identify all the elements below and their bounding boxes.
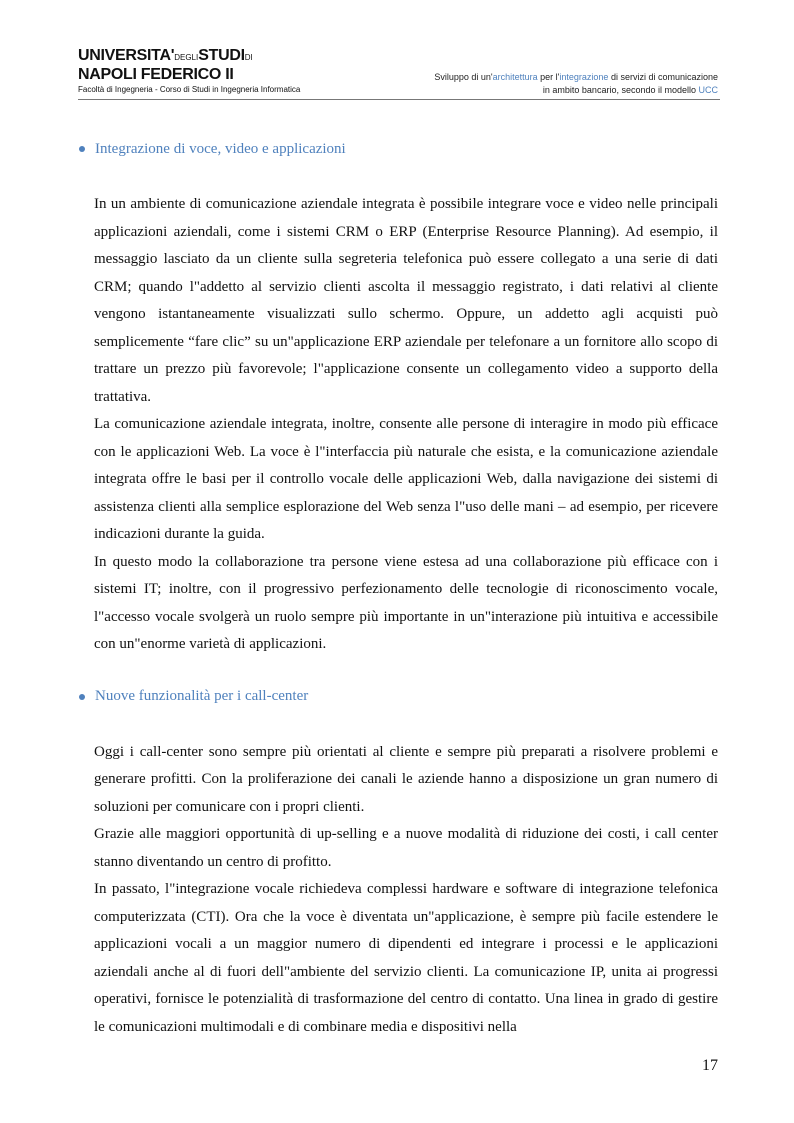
logo-line-university: UNIVERSITA'DEGLISTUDIDI <box>78 47 253 64</box>
paragraph: In un ambiente di comunicazione aziendale integrata è possibile integrare voce e video nelle principali applicazioni aziendali, come i sistemi CRM o ERP (Enterprise Resource Planning). Ad esempio, il messaggio lasciato da un cliente sulla segreteria telefonica può essere collegato a una serie di dati CRM; quando l"addetto al servizio clienti ascolta il messaggio registrato, i dati relativi al cliente vengono istantaneamente visualizzati sullo schermo. Oppure, un addetto agli acquisti può semplicemente “fare clic” su un"applicazione ERP aziendale per telefonare a un fornitore allo scopo di trattare un prezzo più favorevole; l"applicazione consente un collegamento video a supporto della trattativa. <box>94 196 718 405</box>
university-logo <box>78 47 338 96</box>
page-number: 17 <box>702 1057 718 1074</box>
bullet-icon <box>79 146 85 152</box>
document-title-line-1: Sviluppo di un'architettura per l'integrazione di servizi di comunicazione <box>434 72 718 82</box>
paragraph: Grazie alle maggiori opportunità di up-selling e a nuove modalità di riduzione dei costi, i call center stanno diventando un centro di profitto. <box>94 826 718 870</box>
section-heading: Nuove funzionalità per i call-center <box>77 683 718 711</box>
document-title <box>358 71 718 97</box>
document-title-line-2: in ambito bancario, secondo il modello UCC <box>542 85 718 95</box>
paragraph: In questo modo la collaborazione tra persone viene estesa ad una collaborazione più efficace con i sistemi IT; inoltre, con il progressivo perfezionamento delle tecnologie di riconoscimento vocale, l"accesso vocale svolgerà un ruolo sempre più importante in un"interazione più intuitiva e accessibile con un"enorme varietà di applicazioni. <box>94 553 718 652</box>
header-divider <box>78 99 720 100</box>
bullet-icon <box>79 694 85 700</box>
logo-line-faculty: Facoltà di Ingegneria - Corso di Studi in Ingegneria Informatica <box>78 85 301 94</box>
paragraph: Oggi i call-center sono sempre più orientati al cliente e sempre più preparati a risolvere problemi e generare profitti. Con la proliferazione dei canali le aziende hanno a disposizione un gran numero di soluzioni per comunicare con i propri clienti. <box>94 743 718 815</box>
paragraph: In passato, l"integrazione vocale richiedeva complessi hardware e software di integrazione telefonica computerizzata (CTI). Ora che la voce è diventata un"applicazione, è sempre più facile estendere le applicazioni vocali a un maggior numero di dipendenti ed integrare i processi e le applicazioni aziendali anche al di fuori dell"ambiente del servizio clienti. La comunicazione IP, unita ai progressi operativi, fornisce le potenzialità di trasformazione del centro di contatto. Una linea in grado di gestire le comunicazioni multimodali e di combinare media e dispositivi nella <box>94 881 718 1035</box>
paragraph: La comunicazione aziendale integrata, inoltre, consente alle persone di interagire in modo più efficace con le applicazioni Web. La voce è l"interfaccia più naturale che esista, e la comunicazione aziendale integrata offre le basi per il controllo vocale delle applicazioni Web, dalla navigazione dei sistemi di assistenza clienti alla semplice esplorazione del Web senza l"uso delle mani – ad esempio, per ricevere indicazioni durante la guida. <box>94 416 718 542</box>
page-body <box>77 135 718 1041</box>
logo-line-napoli: NAPOLI FEDERICO II <box>78 66 234 83</box>
section-heading: Integrazione di voce, video e applicazioni <box>77 135 718 163</box>
